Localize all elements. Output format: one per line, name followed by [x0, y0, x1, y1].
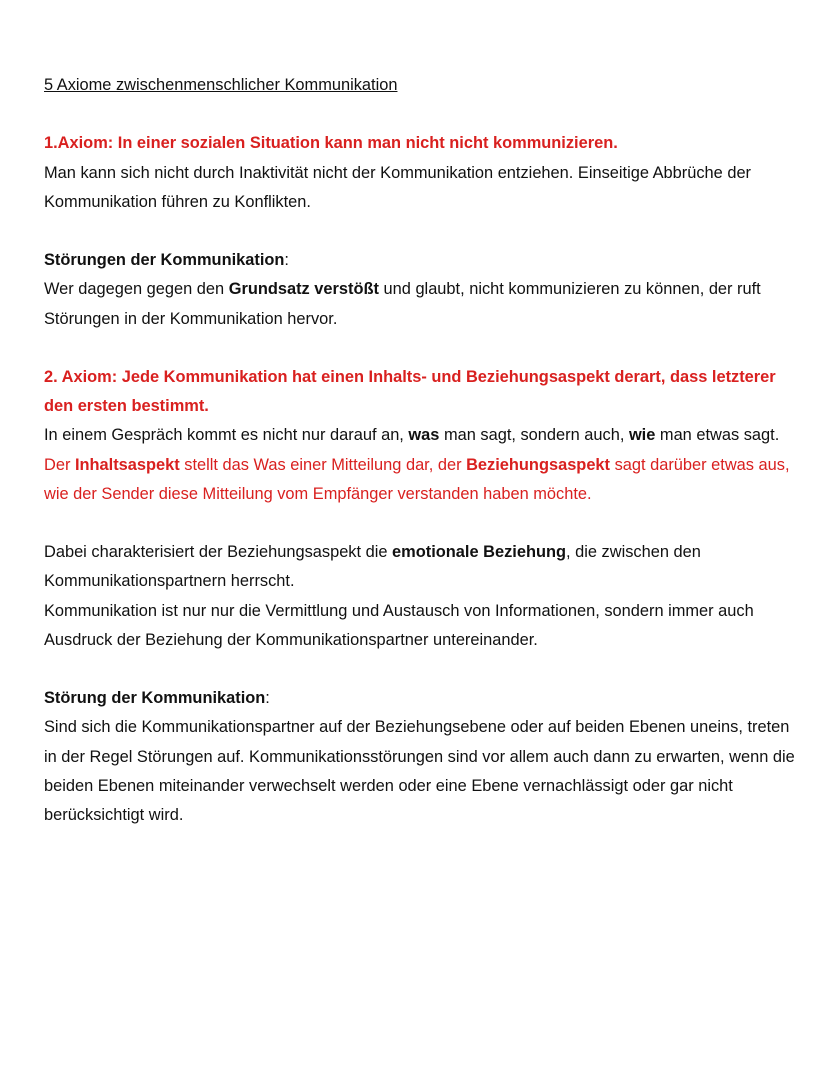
- beziehung-text-part: Dabei charakterisiert der Beziehungsaspekt die: [44, 543, 393, 562]
- axiom-2-red-part: sagt darüber etwas aus, wie der Sender diese Mitteilung vom Empfänger verstanden haben möchte.: [44, 455, 790, 503]
- beziehung-text-bold: emotionale Beziehung: [392, 543, 566, 562]
- axiom-2-text-bold: was: [408, 426, 440, 445]
- spacer: [44, 655, 804, 684]
- axiom-2-text-part: In einem Gespräch kommt es nicht nur darauf an,: [44, 426, 409, 445]
- axiom-2-red-bold: Beziehungsaspekt: [466, 455, 611, 474]
- axiom-2-red-part: Der: [44, 455, 75, 474]
- axiom-2-text-part: man sagt, sondern auch,: [439, 426, 629, 445]
- stoerung-text: Sind sich die Kommunikationspartner auf der Beziehungsebene oder auf beiden Ebenen uneins, treten in der Regel Störungen auf. Kommunikationsstörungen sind vor allem auch dann zu erwarten, wenn die beiden Ebenen miteinander verwechselt werden oder eine Ebene vernachlässigt oder gar nicht berücksichtigt wird.: [44, 718, 795, 824]
- stoerungen-heading: Störungen der Kommunikation: [44, 251, 285, 270]
- spacer: [44, 217, 804, 246]
- axiom-2-text-bold: wie: [628, 426, 656, 445]
- document-title: 5 Axiome zwischenmenschlicher Kommunikation: [44, 76, 398, 94]
- axiom-2-text-part: man etwas sagt.: [655, 426, 780, 445]
- stoerung-heading-colon: :: [265, 689, 270, 708]
- beziehung-text-2: Kommunikation ist nur nur die Vermittlung und Austausch von Informationen, sondern immer auch Ausdruck der Beziehung der Kommunikationspartner untereinander.: [44, 601, 754, 649]
- stoerungen-text-part: und glaubt, nicht kommunizieren zu können, der ruft Störungen in der Kommunikation hervor.: [44, 280, 761, 328]
- stoerungen-heading-line: [44, 246, 804, 275]
- axiom-2-red-bold: Inhaltsaspekt: [74, 455, 180, 474]
- axiom-2-red-part: stellt das Was einer Mitteilung dar, der: [179, 455, 467, 474]
- spacer: [44, 100, 804, 129]
- document-page: [44, 71, 804, 830]
- spacer: [44, 334, 804, 363]
- stoerung-heading: Störung der Kommunikation: [44, 689, 266, 708]
- stoerungen-text: [44, 275, 804, 333]
- axiom-2-red-text: [44, 451, 804, 509]
- spacer: [44, 509, 804, 538]
- stoerungen-text-bold: Grundsatz verstößt: [228, 280, 379, 299]
- axiom-2-heading: 2. Axiom: Jede Kommunikation hat einen Inhalts- und Beziehungsaspekt derart, dass letzterer den ersten bestimmt.: [44, 367, 776, 416]
- axiom-1-text: Man kann sich nicht durch Inaktivität nicht der Kommunikation entziehen. Einseitige Abbrüche der Kommunikation führen zu Konflikten.: [44, 163, 752, 211]
- beziehung-text-part: , die zwischen den Kommunikationspartnern herrscht.: [44, 543, 701, 591]
- axiom-1-heading: 1.Axiom: In einer sozialen Situation kann man nicht nicht kommunizieren.: [44, 134, 618, 153]
- beziehung-text: [44, 538, 804, 596]
- axiom-2-text: [44, 421, 804, 450]
- stoerung-heading-line: [44, 684, 804, 713]
- stoerungen-heading-colon: :: [284, 251, 289, 270]
- stoerungen-text-part: Wer dagegen gegen den: [44, 280, 229, 299]
